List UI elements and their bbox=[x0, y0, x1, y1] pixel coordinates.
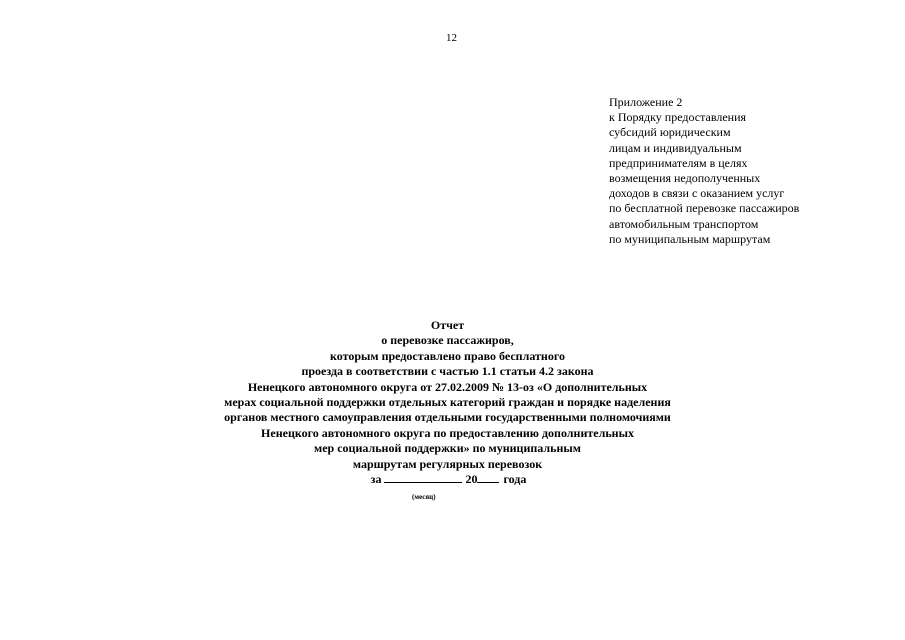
report-period bbox=[0, 472, 901, 487]
appendix-line: по бесплатной перевозке пассажиров bbox=[609, 201, 800, 216]
appendix-line: субсидий юридическим bbox=[609, 125, 731, 140]
appendix-line: предпринимателям в целях bbox=[609, 155, 748, 170]
report-line: органов местного самоуправления отдельными государственными полномочиями bbox=[224, 410, 671, 425]
month-blank bbox=[384, 472, 462, 483]
appendix-line: Приложение 2 bbox=[609, 95, 683, 109]
report-line: мер социальной поддержки» по муниципальным bbox=[314, 441, 581, 456]
report-line: Ненецкого автономного округа по предоставлению дополнительных bbox=[261, 425, 634, 440]
appendix-block bbox=[609, 95, 879, 247]
period-suffix: года bbox=[503, 472, 527, 487]
period-prefix: за bbox=[370, 472, 382, 487]
appendix-line: возмещения недополученных bbox=[609, 171, 761, 186]
report-line: маршрутам регулярных перевозок bbox=[352, 456, 543, 471]
month-caption: (месяц) bbox=[412, 493, 436, 501]
page-number: 12 bbox=[446, 32, 457, 44]
appendix-line: к Порядку предоставления bbox=[609, 110, 747, 125]
period-year-prefix: 20 bbox=[465, 472, 478, 487]
report-title: Отчет bbox=[430, 318, 465, 332]
report-line: проезда в соответствии с частью 1.1 статьи 4.2 закона bbox=[301, 364, 594, 379]
appendix-line: доходов в связи с оказанием услуг bbox=[609, 186, 785, 201]
report-line: Ненецкого автономного округа от 27.02.2009 № 13-оз «О дополнительных bbox=[247, 379, 648, 394]
appendix-line: лицам и индивидуальным bbox=[609, 140, 742, 155]
appendix-line: по муниципальным маршрутам bbox=[609, 231, 771, 246]
report-line: о перевозке пассажиров, bbox=[381, 333, 514, 348]
appendix-line: автомобильным транспортом bbox=[609, 216, 759, 231]
report-line: мерах социальной поддержки отдельных категорий граждан и порядке наделения bbox=[224, 395, 671, 410]
report-line: которым предоставлено право бесплатного bbox=[330, 348, 565, 363]
year-blank bbox=[477, 472, 499, 483]
report-heading bbox=[0, 318, 905, 487]
